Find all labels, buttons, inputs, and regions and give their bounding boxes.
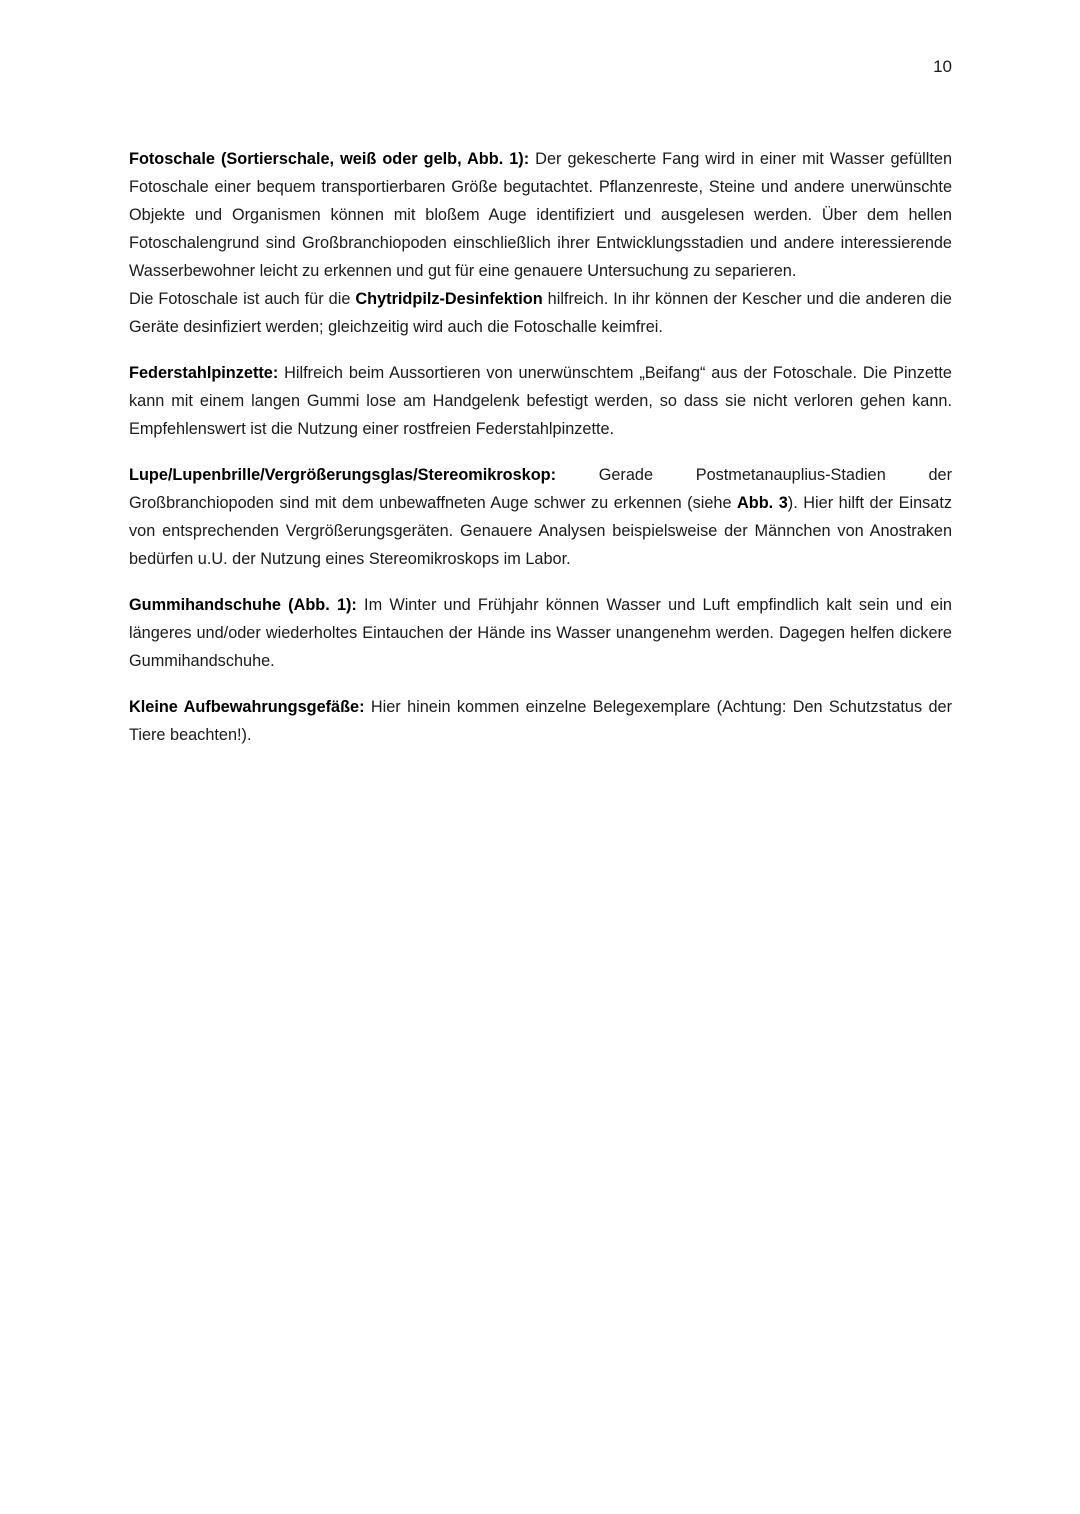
paragraph: [129, 359, 952, 443]
paragraph: [129, 461, 952, 573]
paragraph: [129, 145, 952, 285]
section-gummihandschuhe: [129, 591, 952, 675]
document-body: [129, 145, 952, 767]
paragraph-text: Gerade Postmetanauplius-Stadien der Großbranchiopoden sind mit dem unbewaffneten Auge schwer zu erkennen (siehe: [129, 466, 952, 512]
section-heading: Gummihandschuhe (Abb. 1):: [129, 596, 357, 614]
paragraph: [129, 285, 952, 341]
page-number: 10: [933, 57, 952, 76]
section-federstahlpinzette: [129, 359, 952, 443]
paragraph-text: Die Fotoschale ist auch für die: [129, 290, 356, 308]
paragraph-text: Hilfreich beim Aussortieren von unerwünschtem „Beifang“ aus der Fotoschale. Die Pinzette kann mit einem langen Gummi lose am Handgelenk befestigt werden, so dass sie nicht verloren gehen kann. Empfehlenswert ist die Nutzung einer rostfreien Federstahlpinzette.: [129, 364, 952, 438]
paragraph-text: Im Winter und Frühjahr können Wasser und Luft empfindlich kalt sein und ein längeres und/oder wiederholtes Eintauchen der Hände ins Wasser unangenehm werden. Dagegen helfen dickere Gummihandschuhe.: [129, 596, 952, 670]
paragraph-text: hilfreich. In ihr können der Kescher und die anderen die Geräte desinfiziert werden; gleichzeitig wird auch die Fotoschalle keimfrei.: [129, 290, 952, 336]
paragraph-text: ). Hier hilft der Einsatz von entsprechenden Vergrößerungsgeräten. Genauere Analysen beispielsweise der Männchen von Anostraken bedürfen u.U. der Nutzung eines Stereomikroskops im Labor.: [129, 494, 952, 568]
section-heading: Federstahlpinzette:: [129, 364, 279, 382]
paragraph-text: Der gekescherte Fang wird in einer mit Wasser gefüllten Fotoschale einer bequem transportierbaren Größe begutachtet. Pflanzenreste, Steine und andere unerwünschte Objekte und Organismen können mit bloßem Auge identifiziert und ausgelesen werden. Über dem hellen Fotoschalengrund sind Großbranchiopoden einschließlich ihrer Entwicklungsstadien und andere interessierende Wasserbewohner leicht zu erkennen und gut für eine genauere Untersuchung zu separieren.: [129, 150, 952, 280]
section-aufbewahrungsgefaesse: [129, 693, 952, 749]
section-heading: Lupe/Lupenbrille/Vergrößerungsglas/Stereomikroskop:: [129, 466, 557, 484]
section-heading: Fotoschale (Sortierschale, weiß oder gelb, Abb. 1):: [129, 150, 530, 168]
emphasis-text: Chytridpilz-Desinfektion: [355, 290, 543, 308]
figure-reference: Abb. 3: [737, 494, 788, 512]
paragraph-text: Hier hinein kommen einzelne Belegexemplare (Achtung: Den Schutzstatus der Tiere beachten!).: [129, 698, 952, 744]
paragraph: [129, 591, 952, 675]
section-heading: Kleine Aufbewahrungsgefäße:: [129, 698, 365, 716]
section-fotoschale: [129, 145, 952, 341]
paragraph: [129, 693, 952, 749]
section-lupe: [129, 461, 952, 573]
